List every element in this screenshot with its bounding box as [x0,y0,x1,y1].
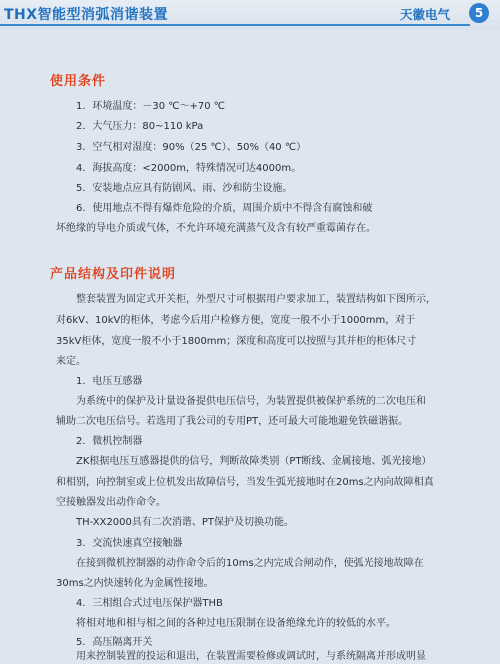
paragraph-line: 用来控制装置的投运和退出，在装置需要检修或调试时，与系统隔离并形成明显 [76,651,426,662]
paragraph-line: 空接触器发出动作命令。 [56,497,166,508]
paragraph-line: 将相对地和相与相之间的各种过电压限制在设备绝缘允许的较低的水平。 [76,618,396,629]
subheading: 5．高压隔离开关 [76,637,153,648]
paragraph-line: 为系统中的保护及计量设备提供电压信号，为装置提供被保护系统的二次电压和 [76,396,426,407]
paragraph-line: 在接到微机控制器的动作命令后的10ms之内完成合闸动作，使弧光接地故障在 [76,558,424,569]
page-number-badge: 5 [469,3,489,23]
condition-item: 3．空气相对湿度：90%（25 ℃）、50%（40 ℃） [76,142,307,153]
section-title-conditions: 使用条件 [50,74,107,89]
subheading: 1．电压互感器 [76,376,143,387]
paragraph-line: 对6kV、10kV的柜体，考虑今后用户检修方便，宽度一般不小于1000mm，对于 [56,315,416,326]
subheading: 2．微机控制器 [76,436,143,447]
paragraph-line: ZK根据电压互感器提供的信号，判断故障类别（PT断线、金属接地、弧光接地） [76,456,432,467]
subheading: 3．交流快速真空接触器 [76,538,183,549]
condition-item: 5．安装地点应具有防剧风、雨、沙和防尘设施。 [76,183,293,194]
paragraph-line: 来定。 [56,356,86,367]
paragraph-line: 和相别，向控制室或上位机发出故障信号，当发生弧光接地时在20ms之内向故障相真 [56,477,434,488]
condition-item: 1．环境温度：－30 ℃～+70 ℃ [76,101,226,112]
subheading: 4．三相组合式过电压保护器THB [76,598,223,609]
paragraph-line: 35kV柜体，宽度一般不小于1800mm；深度和高度可以按照与其并柜的柜体尺寸 [56,336,417,347]
paragraph-line: 30ms之内快速转化为金属性接地。 [56,578,214,589]
condition-item: 4．海拔高度：<2000m，特殊情况可达4000m。 [76,163,302,174]
section-title-structure: 产品结构及印件说明 [50,267,177,282]
condition-item: 2．大气压力：80~110 kPa [76,121,204,132]
condition-item: 6．使用地点不得有爆炸危险的介质，周围介质中不得含有腐蚀和破 [76,203,373,214]
paragraph-line: TH-XX2000具有二次消谐、PT保护及切换功能。 [76,517,295,528]
header-title: THX智能型消弧消谐装置 [4,7,169,23]
paragraph-line: 整套装置为固定式开关柜，外型尺寸可根据用户要求加工，装置结构如下图所示， [76,294,436,305]
page-header [0,0,500,30]
paragraph-line: 辅助二次电压信号。若选用了我公司的专用PT，还可最大可能地避免铁磁谐振。 [56,416,409,427]
header-brand: 天徽电气 [400,7,451,22]
header-rule [0,24,470,26]
condition-item: 坏绝缘的导电介质或气体，不允许环境充满蒸气及含有较严重霉菌存在。 [56,223,376,234]
